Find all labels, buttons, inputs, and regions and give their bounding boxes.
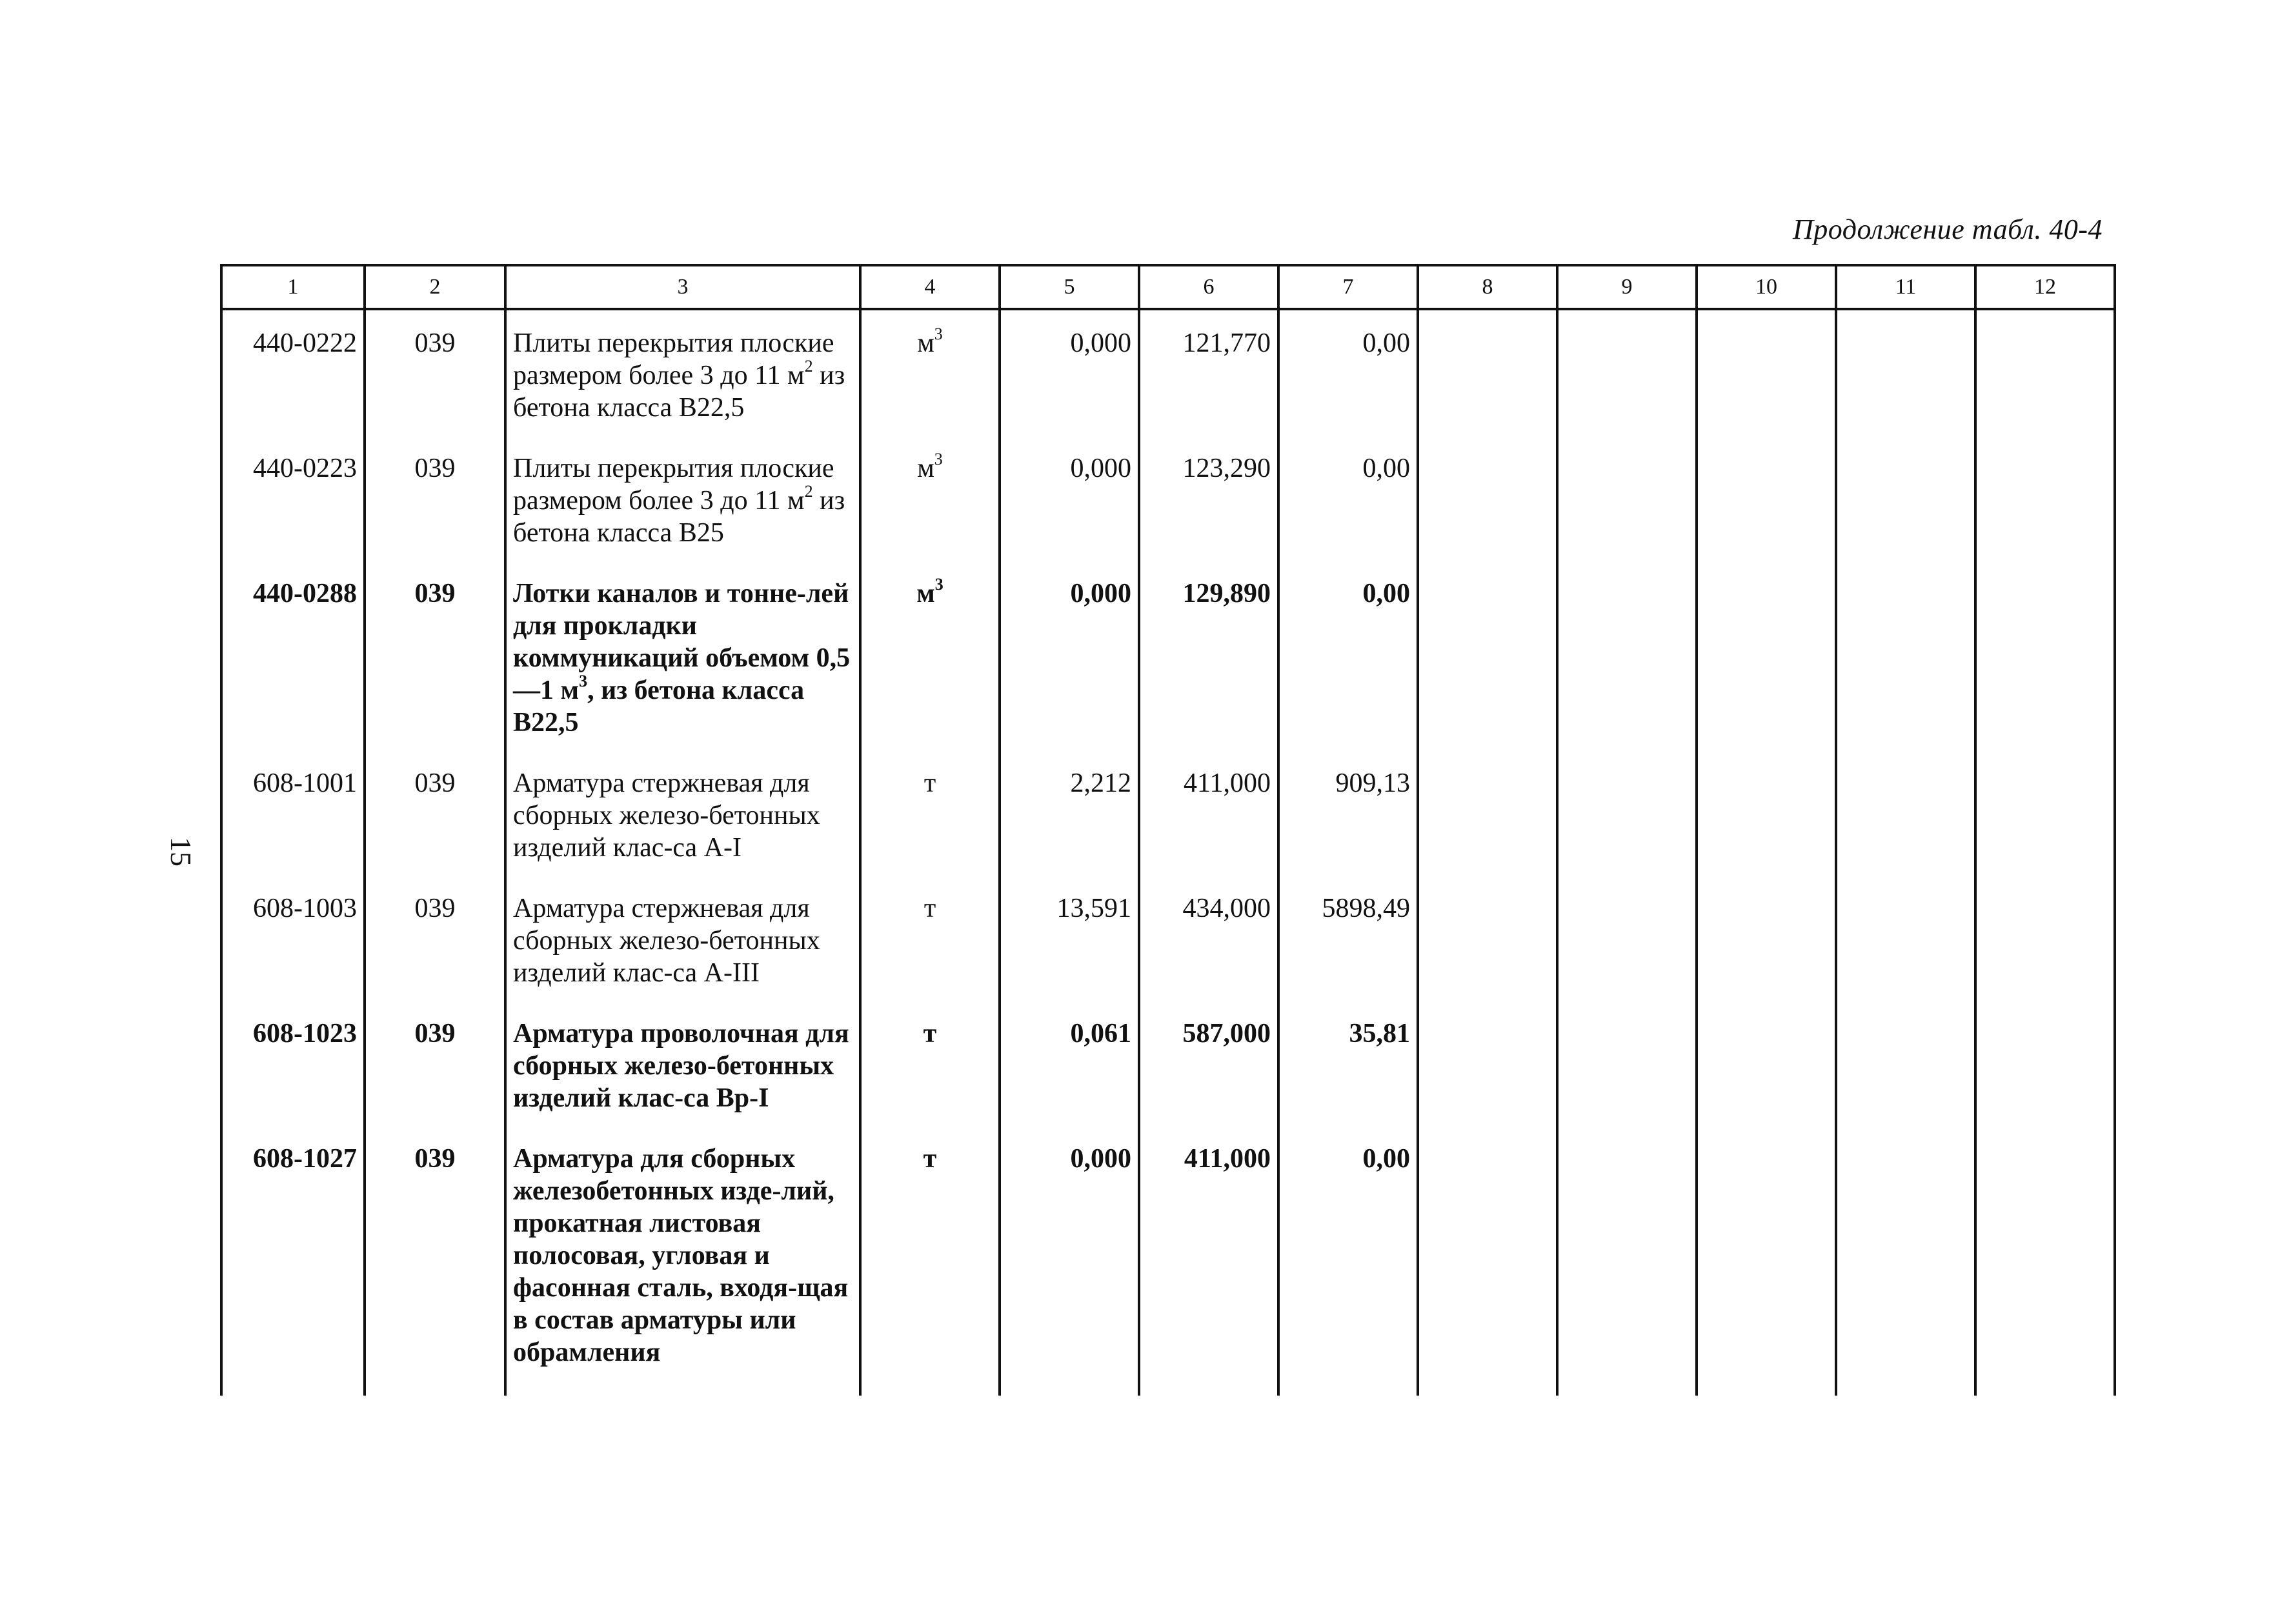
group-code: 039 xyxy=(365,753,505,878)
resource-code: 608-1003 xyxy=(221,878,365,1003)
column-5-value: 13,591 xyxy=(1000,878,1139,1003)
column-6-value: 129,890 xyxy=(1139,563,1278,753)
column-7-value: 909,13 xyxy=(1278,753,1418,878)
column-10-value xyxy=(1697,438,1836,563)
table-caption: Продолжение табл. 40-4 xyxy=(1793,214,2103,245)
column-5-value: 0,000 xyxy=(1000,438,1139,563)
column-9-value xyxy=(1557,753,1697,878)
column-7-value: 0,00 xyxy=(1278,309,1418,438)
column-7-value: 35,81 xyxy=(1278,1003,1418,1128)
column-9-value xyxy=(1557,878,1697,1003)
column-5-value: 0,061 xyxy=(1000,1003,1139,1128)
column-12-value xyxy=(1975,563,2115,753)
column-header-2: 2 xyxy=(365,265,505,309)
column-12-value xyxy=(1975,309,2115,438)
column-7-value: 0,00 xyxy=(1278,438,1418,563)
column-header-12: 12 xyxy=(1975,265,2115,309)
column-5-value: 0,000 xyxy=(1000,563,1139,753)
column-header-8: 8 xyxy=(1418,265,1557,309)
column-10-value xyxy=(1697,309,1836,438)
column-header-5: 5 xyxy=(1000,265,1139,309)
column-8-value xyxy=(1418,438,1557,563)
table-row xyxy=(221,878,2115,1003)
resource-name: Арматура проволочная для сборных железо-бетонных изделий клас-са Вр-I xyxy=(505,1003,860,1128)
column-9-value xyxy=(1557,438,1697,563)
column-12-value xyxy=(1975,753,2115,878)
column-11-value xyxy=(1836,309,1975,438)
column-9-value xyxy=(1557,1003,1697,1128)
resource-code: 440-0288 xyxy=(221,563,365,753)
column-11-value xyxy=(1836,753,1975,878)
group-code: 039 xyxy=(365,309,505,438)
column-10-value xyxy=(1697,1128,1836,1396)
column-8-value xyxy=(1418,1003,1557,1128)
resource-name: Арматура стержневая для сборных железо-бетонных изделий клас-са А-III xyxy=(505,878,860,1003)
column-10-value xyxy=(1697,563,1836,753)
unit-of-measure: $м^3$ xyxy=(860,438,1000,563)
column-8-value xyxy=(1418,878,1557,1003)
resource-code: 440-0223 xyxy=(221,438,365,563)
column-8-value xyxy=(1418,1128,1557,1396)
group-code: 039 xyxy=(365,563,505,753)
column-6-value: 121,770 xyxy=(1139,309,1278,438)
group-code: 039 xyxy=(365,1128,505,1396)
column-11-value xyxy=(1836,878,1975,1003)
column-header-9: 9 xyxy=(1557,265,1697,309)
column-6-value: 123,290 xyxy=(1139,438,1278,563)
column-12-value xyxy=(1975,1128,2115,1396)
column-10-value xyxy=(1697,1003,1836,1128)
resource-name: Лотки каналов и тонне-лей для прокладки коммуникаций объемом 0,5—1 $м^3$, из бетона класса В22,5 xyxy=(505,563,860,753)
column-11-value xyxy=(1836,438,1975,563)
group-code: 039 xyxy=(365,438,505,563)
resource-code: 608-1027 xyxy=(221,1128,365,1396)
column-10-value xyxy=(1697,878,1836,1003)
column-5-value: 2,212 xyxy=(1000,753,1139,878)
resource-name: Плиты перекрытия плоские размером более 3 до 11 $м^2$ из бетона класса В25 xyxy=(505,438,860,563)
column-7-value: 0,00 xyxy=(1278,563,1418,753)
resource-code: 608-1001 xyxy=(221,753,365,878)
column-11-value xyxy=(1836,563,1975,753)
column-header-11: 11 xyxy=(1836,265,1975,309)
column-6-value: 411,000 xyxy=(1139,753,1278,878)
column-header-10: 10 xyxy=(1697,265,1836,309)
group-code: 039 xyxy=(365,1003,505,1128)
column-6-value: 587,000 xyxy=(1139,1003,1278,1128)
table-body xyxy=(221,309,2115,1396)
column-7-value: 5898,49 xyxy=(1278,878,1418,1003)
unit-of-measure: $м^3$ xyxy=(860,309,1000,438)
resource-table xyxy=(220,264,2116,1396)
column-9-value xyxy=(1557,309,1697,438)
column-10-value xyxy=(1697,753,1836,878)
column-8-value xyxy=(1418,753,1557,878)
column-5-value: 0,000 xyxy=(1000,309,1139,438)
column-header-1: 1 xyxy=(221,265,365,309)
column-12-value xyxy=(1975,878,2115,1003)
column-number-header xyxy=(221,265,2115,309)
column-7-value: 0,00 xyxy=(1278,1128,1418,1396)
table-row xyxy=(221,1128,2115,1396)
table-row xyxy=(221,438,2115,563)
column-11-value xyxy=(1836,1003,1975,1128)
unit-of-measure: т xyxy=(860,878,1000,1003)
column-8-value xyxy=(1418,563,1557,753)
table-row xyxy=(221,309,2115,438)
column-9-value xyxy=(1557,563,1697,753)
unit-of-measure: т xyxy=(860,1128,1000,1396)
column-header-7: 7 xyxy=(1278,265,1418,309)
column-12-value xyxy=(1975,1003,2115,1128)
column-12-value xyxy=(1975,438,2115,563)
header-row xyxy=(221,265,2115,309)
unit-of-measure: т xyxy=(860,1003,1000,1128)
unit-of-measure: т xyxy=(860,753,1000,878)
column-6-value: 434,000 xyxy=(1139,878,1278,1003)
column-header-6: 6 xyxy=(1139,265,1278,309)
resource-code: 440-0222 xyxy=(221,309,365,438)
unit-of-measure: $м^3$ xyxy=(860,563,1000,753)
resource-name: Арматура для сборных железобетонных изде-лий, прокатная листовая полосовая, угловая и фасонная сталь, входя-щая в состав арматуры или обрамления xyxy=(505,1128,860,1396)
table-row xyxy=(221,1003,2115,1128)
column-header-3: 3 xyxy=(505,265,860,309)
table-row xyxy=(221,753,2115,878)
resource-name: Арматура стержневая для сборных железо-бетонных изделий клас-са А-I xyxy=(505,753,860,878)
page-number: 15 xyxy=(165,837,197,867)
column-9-value xyxy=(1557,1128,1697,1396)
group-code: 039 xyxy=(365,878,505,1003)
column-8-value xyxy=(1418,309,1557,438)
column-header-4: 4 xyxy=(860,265,1000,309)
resource-name: Плиты перекрытия плоские размером более 3 до 11 $м^2$ из бетона класса В22,5 xyxy=(505,309,860,438)
column-5-value: 0,000 xyxy=(1000,1128,1139,1396)
column-6-value: 411,000 xyxy=(1139,1128,1278,1396)
resource-code: 608-1023 xyxy=(221,1003,365,1128)
table-row xyxy=(221,563,2115,753)
column-11-value xyxy=(1836,1128,1975,1396)
